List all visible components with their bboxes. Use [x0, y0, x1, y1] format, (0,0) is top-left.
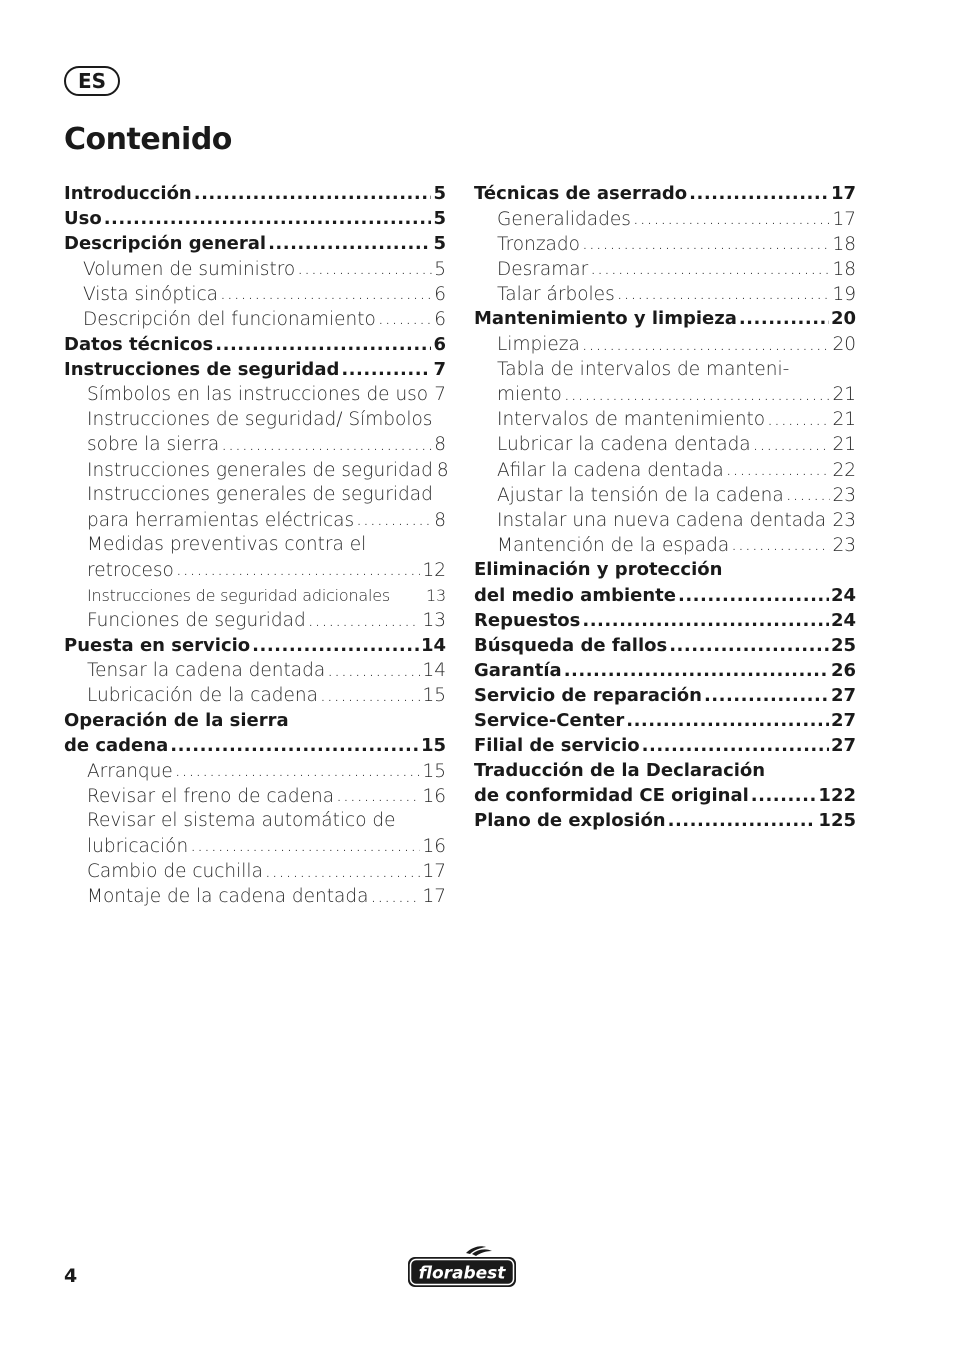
toc-entry-page: 21	[832, 384, 856, 406]
toc-entry-title: Service-Center	[474, 709, 625, 731]
page-title: Contenido	[64, 122, 232, 157]
toc-entry-page: 125	[818, 810, 856, 832]
toc-entry-page: 27	[830, 709, 856, 731]
dot-leader	[689, 181, 829, 199]
toc-entry	[474, 683, 856, 708]
toc-entry-title: Montaje de la cadena dentada	[87, 886, 369, 908]
toc-entry-title: Revisar el sistema automático de	[87, 810, 396, 832]
toc-entry-title: Símbolos en las instrucciones de uso	[87, 384, 429, 406]
toc-entry-page: 27	[830, 684, 856, 706]
page-number: 4	[64, 1265, 78, 1287]
dot-leader	[731, 532, 830, 551]
toc-entry-page: 6	[434, 308, 446, 330]
toc-entry-page: 22	[832, 459, 856, 481]
toc-entry	[64, 833, 446, 858]
toc-entry	[474, 432, 856, 457]
toc-entry-title: Plano de explosión	[474, 810, 666, 832]
dot-leader	[252, 633, 419, 651]
dot-leader	[828, 507, 830, 526]
dot-leader	[704, 683, 829, 701]
dot-leader	[327, 658, 420, 677]
toc-entry-title: Afilar la cadena dentada	[497, 459, 724, 481]
toc-entry-page: 5	[433, 208, 446, 230]
toc-entry-title: Operación de la sierra	[64, 709, 289, 731]
toc-entry	[64, 583, 446, 608]
toc-entry	[64, 432, 446, 457]
toc-entry	[474, 633, 856, 658]
dot-leader	[678, 583, 829, 601]
toc-entry-title: Técnicas de aserrado	[474, 183, 688, 204]
toc-entry	[474, 306, 856, 331]
toc-entry	[474, 783, 856, 808]
toc-entry-page: 14	[422, 660, 446, 682]
dot-leader	[582, 332, 831, 351]
language-badge: ES	[64, 66, 120, 96]
dot-leader	[104, 206, 432, 224]
toc-entry-page: 17	[830, 183, 856, 204]
toc-entry-title: Uso	[64, 208, 102, 230]
toc-entry	[64, 808, 446, 833]
toc-entry-title: Arranque	[87, 760, 173, 782]
dot-leader	[175, 758, 421, 777]
toc-entry	[474, 532, 856, 557]
dot-leader	[220, 281, 432, 300]
toc-entry-page: 8	[434, 434, 446, 456]
toc-entry-title: Cambio de cuchilla	[87, 861, 263, 883]
logo-text: florabest	[418, 1263, 506, 1284]
toc-entry	[474, 181, 856, 206]
toc-entry-title: Instalar una nueva cadena dentada	[497, 509, 827, 531]
dot-leader	[590, 256, 830, 275]
dot-leader	[767, 407, 830, 426]
toc-entry-title: Lubricar la cadena dentada	[497, 434, 751, 456]
toc-entry-title: del medio ambiente	[474, 584, 676, 606]
dot-leader	[370, 884, 420, 903]
toc-entry-page: 14	[420, 634, 446, 656]
toc-entry-title: Medidas preventivas contra el	[87, 534, 367, 556]
toc-entry-page: 17	[832, 208, 856, 230]
toc-entry-title: Tabla de intervalos de manteni-	[497, 358, 790, 380]
toc-entry-page: 12	[422, 559, 446, 581]
dot-leader	[582, 608, 829, 626]
toc-entry-page: 23	[832, 509, 856, 531]
toc-entry-page: 13	[426, 585, 446, 605]
dot-leader	[564, 658, 829, 676]
toc-left-column	[64, 181, 449, 909]
toc-entry	[64, 382, 446, 407]
dot-leader	[170, 733, 419, 751]
toc-entry	[474, 608, 856, 633]
toc-entry-title: Lubricación de la cadena	[87, 685, 318, 707]
dot-leader	[726, 457, 831, 476]
dot-leader	[392, 585, 424, 601]
toc-entry	[474, 758, 856, 783]
toc-entry	[64, 532, 446, 557]
toc-entry	[64, 407, 446, 432]
dot-leader	[308, 608, 421, 627]
toc-entry-page: 24	[830, 609, 856, 631]
toc-entry-page: 20	[830, 308, 856, 330]
florabest-logo	[406, 1244, 518, 1288]
toc-entry-title: de cadena	[64, 735, 169, 757]
dot-leader	[268, 231, 431, 249]
dot-leader	[215, 332, 431, 350]
toc-entry-title: Desramar	[497, 258, 589, 280]
dot-leader	[642, 733, 829, 751]
toc-entry-title: Volumen de suministro	[83, 258, 296, 280]
toc-entry-page: 19	[832, 283, 856, 305]
dot-leader	[297, 256, 432, 275]
dot-leader	[633, 206, 831, 225]
dot-leader	[626, 708, 829, 726]
toc-entry-title: Instrucciones de seguridad/ Símbolos	[87, 408, 433, 430]
toc-entry-title: Mantención de la espada	[497, 534, 730, 556]
toc-entry	[64, 482, 446, 507]
dot-leader	[336, 783, 420, 802]
toc-entry	[474, 382, 856, 407]
toc-entry-title: Mantenimiento y limpieza	[474, 308, 737, 330]
toc-entry	[474, 808, 856, 833]
toc-entry-title: para herramientas eléctricas	[87, 509, 355, 531]
toc-entry-page: 18	[832, 258, 856, 280]
toc-entry-page: 15	[420, 735, 446, 757]
dot-leader	[356, 507, 432, 526]
toc-entry-page: 8	[434, 509, 446, 531]
toc-entry	[64, 859, 446, 884]
toc-entry-page: 16	[422, 835, 446, 857]
toc-entry	[474, 357, 856, 382]
toc-entry-page: 5	[433, 183, 446, 204]
toc-entry-page: 17	[422, 861, 446, 883]
toc-entry	[474, 583, 856, 608]
toc-entry	[64, 332, 446, 357]
toc-entry	[64, 357, 446, 382]
toc-entry-page: 8	[436, 459, 449, 481]
toc-entry	[474, 256, 856, 281]
toc-entry-title: Repuestos	[474, 609, 581, 631]
dot-leader	[378, 306, 432, 325]
toc-entry-page: 17	[422, 886, 446, 908]
toc-entry-title: Descripción general	[64, 233, 267, 255]
dot-leader	[221, 432, 432, 451]
dot-leader	[430, 382, 432, 401]
toc-entry-page: 13	[422, 610, 446, 632]
toc-entry	[474, 206, 856, 231]
toc-entry	[64, 608, 446, 633]
toc-entry-title: Vista sinóptica	[83, 283, 218, 305]
toc-entry-page: 6	[434, 283, 446, 305]
toc-entry-title: Instrucciones generales de seguridad	[87, 459, 433, 481]
toc-entry-page: 21	[832, 434, 856, 456]
toc-entry	[64, 306, 446, 331]
dot-leader	[739, 306, 829, 324]
dot-leader	[668, 808, 817, 826]
toc-entry-title: Introducción	[64, 183, 192, 204]
toc-entry-page: 15	[422, 760, 446, 782]
toc-entry-title: Datos técnicos	[64, 333, 214, 355]
toc-entry	[64, 231, 446, 256]
toc-entry-title: Instrucciones de seguridad adicionales	[87, 585, 391, 605]
dot-leader	[669, 633, 829, 651]
toc-entry-title: Intervalos de mantenimiento	[497, 409, 766, 431]
toc-entry-page: 7	[433, 358, 446, 380]
toc-entry-title: lubricación	[87, 835, 189, 857]
toc-entry	[64, 457, 449, 482]
toc-entry	[64, 658, 446, 683]
toc-entry-page: 18	[832, 233, 856, 255]
toc-entry-title: Funciones de seguridad	[87, 610, 306, 632]
toc-entry	[64, 557, 446, 582]
toc-entry	[474, 658, 856, 683]
toc-entry-page: 5	[434, 258, 446, 280]
dot-leader	[582, 231, 831, 250]
dot-leader	[753, 432, 831, 451]
toc-entry	[64, 256, 446, 281]
toc-entry-title: Generalidades	[497, 208, 631, 230]
toc-entry	[474, 332, 856, 357]
dot-leader	[564, 382, 831, 401]
toc-entry-page: 23	[832, 484, 856, 506]
toc-entry-title: miento	[497, 384, 562, 406]
toc-entry	[474, 733, 856, 758]
toc-entry	[474, 507, 856, 532]
toc-entry	[64, 884, 446, 909]
toc-entry-title: de conformidad CE original	[474, 785, 749, 807]
toc-right-column	[474, 181, 856, 833]
toc-entry	[64, 733, 446, 758]
toc-entry-title: Tensar la cadena dentada	[87, 660, 326, 682]
dot-leader	[751, 783, 817, 801]
toc-entry-title: Revisar el freno de cadena	[87, 785, 335, 807]
toc-entry-page: 15	[422, 685, 446, 707]
toc-entry-page: 24	[830, 584, 856, 606]
toc-entry-title: Talar árboles	[497, 283, 615, 305]
toc-entry-title: Limpieza	[497, 334, 580, 356]
toc-entry-title: Búsqueda de fallos	[474, 634, 668, 656]
dot-leader	[265, 859, 421, 878]
toc-entry-page: 27	[830, 735, 856, 757]
toc-entry	[64, 281, 446, 306]
dot-leader	[786, 482, 831, 501]
toc-entry-title: retroceso	[87, 559, 174, 581]
dot-leader	[341, 357, 431, 375]
toc-entry-page: 16	[422, 785, 446, 807]
toc-entry-title: Puesta en servicio	[64, 634, 251, 656]
toc-entry	[64, 708, 446, 733]
toc-entry-title: sobre la sierra	[87, 434, 220, 456]
toc-entry-page: 21	[832, 409, 856, 431]
toc-entry-title: Servicio de reparación	[474, 684, 702, 706]
dot-leader	[194, 181, 432, 199]
toc-entry	[474, 557, 856, 582]
toc-entry	[474, 231, 856, 256]
toc-entry	[64, 633, 446, 658]
toc-entry	[64, 507, 446, 532]
toc-entry	[64, 783, 446, 808]
toc-entry-title: Traducción de la Declaración	[474, 760, 766, 782]
toc-entry	[474, 407, 856, 432]
toc-entry-title: Ajustar la tensión de la cadena	[497, 484, 784, 506]
toc-entry	[64, 206, 446, 231]
toc-entry-page: 5	[433, 233, 446, 255]
toc-entry	[64, 181, 446, 206]
toc-entry	[474, 457, 856, 482]
toc-entry	[474, 281, 856, 306]
toc-entry-title: Instrucciones generales de seguridad	[87, 484, 433, 506]
dot-leader	[320, 683, 420, 702]
toc-entry-page: 122	[818, 785, 856, 807]
toc-entry-title: Garantía	[474, 659, 562, 681]
toc-entry-page: 6	[433, 333, 446, 355]
toc-entry-page: 25	[830, 634, 856, 656]
toc-entry-page: 26	[830, 659, 856, 681]
toc-entry-page: 20	[832, 334, 856, 356]
toc-entry-page: 23	[832, 534, 856, 556]
toc-entry-page: 7	[434, 384, 446, 406]
dot-leader	[617, 281, 831, 300]
toc-entry	[474, 708, 856, 733]
dot-leader	[176, 557, 421, 576]
toc-entry	[474, 482, 856, 507]
toc-entry-title: Eliminación y protección	[474, 559, 723, 581]
toc-entry	[64, 758, 446, 783]
toc-entry-title: Instrucciones de seguridad	[64, 358, 340, 380]
toc-entry-title: Descripción del funcionamiento	[83, 308, 376, 330]
toc-entry	[64, 683, 446, 708]
toc-entry-title: Tronzado	[497, 233, 580, 255]
dot-leader	[190, 833, 420, 852]
toc-entry-title: Filial de servicio	[474, 735, 640, 757]
